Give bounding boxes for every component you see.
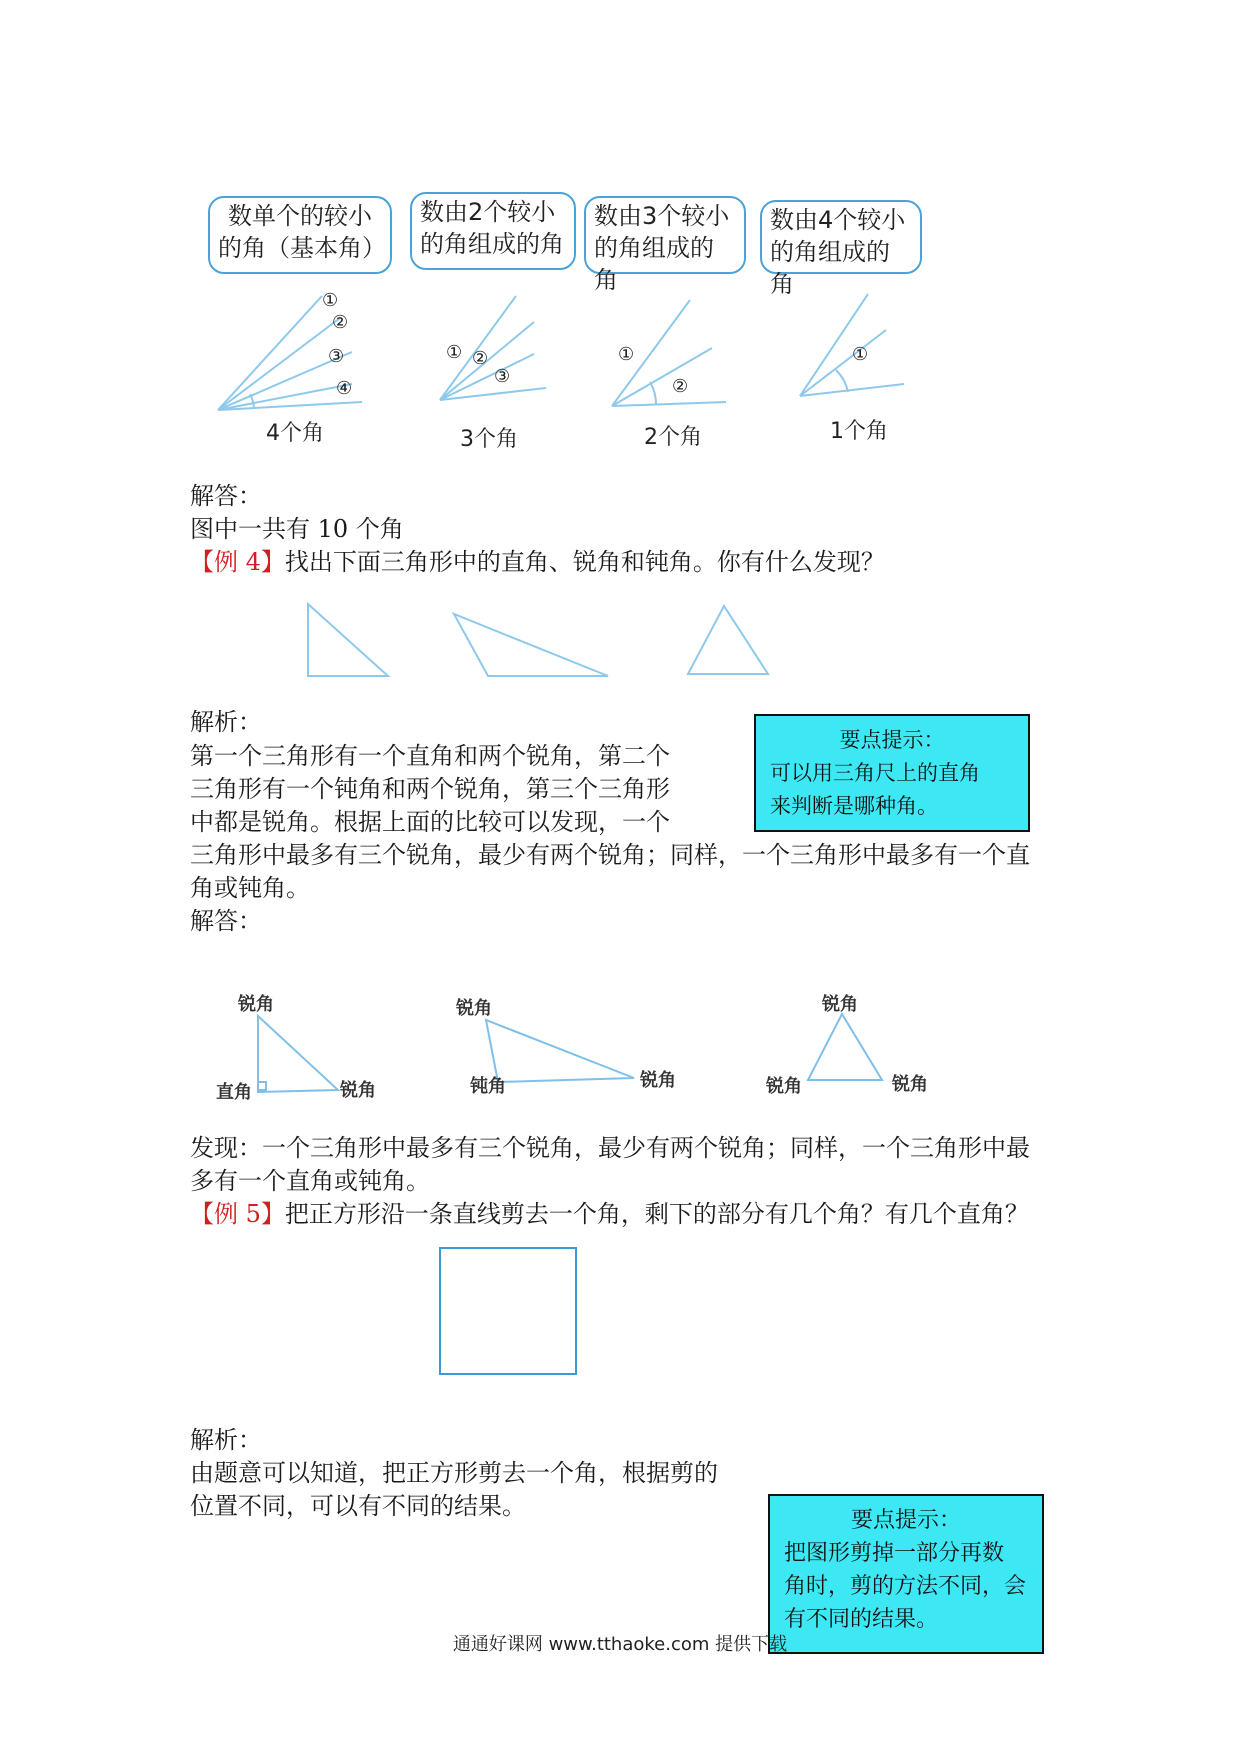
analysis-line: 由题意可以知道，把正方形剪去一个角，根据剪的 (190, 1459, 718, 1487)
fan-caption: 1个角 (830, 419, 888, 444)
triangle-label: 钝角 (470, 1076, 506, 1097)
answer-heading: 解答： (190, 907, 262, 935)
finding-line: 发现：一个三角形中最多有三个锐角，最少有两个锐角；同样，一个三角形中最 (190, 1134, 1030, 1162)
triangle-label: 锐角 (238, 994, 274, 1015)
triangle-label: 锐角 (340, 1080, 376, 1101)
fan-caption: 3个角 (460, 427, 518, 452)
page-footer: 通通好课网 www.tthaoke.com 提供下载 (452, 1634, 788, 1655)
triangle-label: 直角 (216, 1082, 252, 1103)
analysis-line: 三角形中最多有三个锐角，最少有两个锐角；同样，一个三角形中最多有一个直 (190, 841, 1030, 869)
example-tag: 【例 4】 (190, 548, 285, 576)
fan-marker: ② (472, 348, 489, 369)
bubble-line: 的角（基本角） (218, 234, 386, 262)
tip-title: 要点提示： (850, 1508, 961, 1533)
answer-text: 图中一共有 10 个角 (190, 515, 404, 543)
triangle-label: 锐角 (766, 1076, 802, 1097)
tip-line: 有不同的结果。 (784, 1607, 939, 1632)
fan-caption: 2个角 (644, 425, 702, 450)
triangle-label: 锐角 (456, 998, 492, 1019)
tip-line: 角时，剪的方法不同，会 (784, 1574, 1027, 1599)
analysis-line: 第一个三角形有一个直角和两个锐角，第二个 (190, 742, 670, 770)
bubble-line: 数由4个较小 (770, 206, 906, 234)
tip-line: 可以用三角尺上的直角 (770, 761, 980, 785)
question-text: 找出下面三角形中的直角、锐角和钝角。你有什么发现？ (284, 548, 885, 576)
bubble-line: 的角组成的角 (594, 234, 714, 294)
example-tag: 【例 5】 (190, 1200, 285, 1228)
answer-heading: 解答： (190, 482, 262, 510)
triangle-label: 锐角 (822, 994, 858, 1015)
fan-marker: ③ (494, 366, 511, 387)
triangle-label: 锐角 (892, 1074, 928, 1095)
bubble-line: 的角组成的角 (770, 238, 890, 298)
fan-caption: 4个角 (266, 421, 324, 446)
analysis-line: 角或钝角。 (190, 874, 310, 902)
fan-marker: ① (618, 344, 635, 365)
analysis-line: 位置不同，可以有不同的结果。 (190, 1492, 526, 1520)
fan-marker: ③ (328, 346, 345, 367)
finding-line: 多有一个直角或钝角。 (190, 1167, 430, 1195)
triangle-label: 锐角 (640, 1070, 676, 1091)
analysis-heading: 解析： (190, 1426, 262, 1454)
tip-line: 把图形剪掉一部分再数 (784, 1541, 1005, 1566)
fan-marker: ① (322, 290, 339, 311)
question-text: 把正方形沿一条直线剪去一个角，剩下的部分有几个角？有几个直角？ (284, 1200, 1029, 1228)
bubble-line: 数单个的较小 (228, 202, 372, 230)
fan-marker: ① (446, 342, 463, 363)
fan-marker: ④ (336, 378, 353, 399)
fan-marker: ② (672, 376, 689, 397)
fan-marker: ① (852, 344, 869, 365)
tip-line: 来判断是哪种角。 (770, 794, 938, 818)
analysis-line: 中都是锐角。根据上面的比较可以发现，一个 (190, 808, 670, 836)
bubble-line: 数由2个较小 (420, 198, 556, 226)
bubble-line: 数由3个较小 (594, 202, 730, 230)
tip-title: 要点提示： (839, 728, 945, 752)
analysis-heading: 解析： (190, 708, 262, 736)
analysis-line: 三角形有一个钝角和两个锐角，第三个三角形 (190, 775, 670, 803)
fan-marker: ② (332, 312, 349, 333)
bubble-line: 的角组成的角 (420, 230, 564, 258)
